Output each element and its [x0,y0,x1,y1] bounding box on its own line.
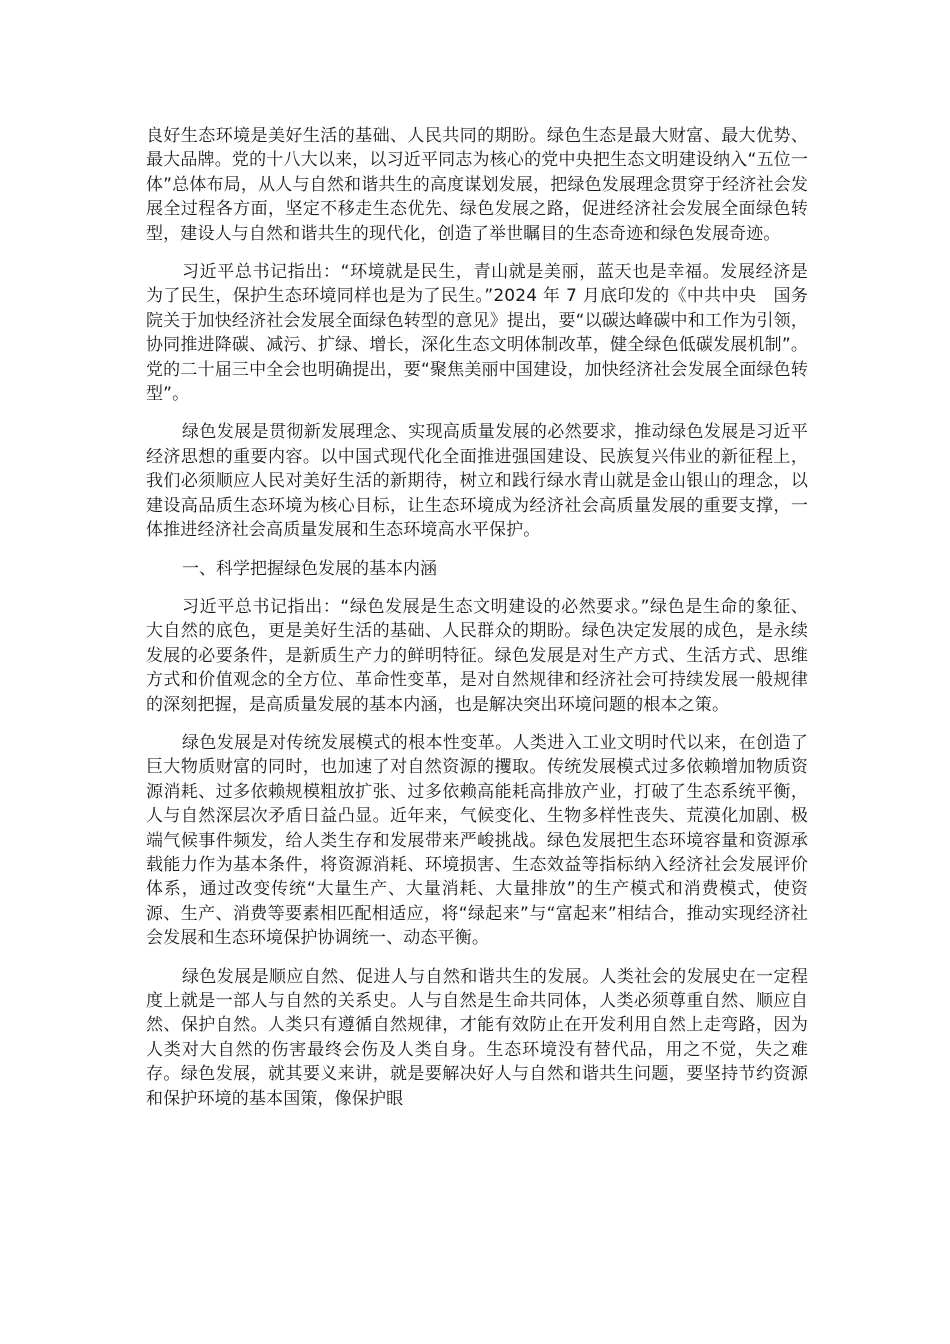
section-paragraph-1: 习近平总书记指出：“绿色发展是生态文明建设的必然要求。”绿色是生命的象征、大自然的底色，更是美好生活的基础、人民群众的期盼。绿色决定发展的成色，是永续发展的必要条件，是新质生产力的鲜明特征。绿色发展是对生产方式、生活方式、思维方式和价值观念的全方位、革命性变革，是对自然规律和经济社会可持续发展一般规律的深刻把握，是高质量发展的基本内涵，也是解决突出环境问题的根本之策。 [146,596,808,715]
intro-paragraph-3: 绿色发展是贯彻新发展理念、实现高质量发展的必然要求，推动绿色发展是习近平经济思想的重要内容。以中国式现代化全面推进强国建设、民族复兴伟业的新征程上，我们必须顺应人民对美好生活的新期待，树立和践行绿水青山就是金山银山的理念，以建设高品质生态环境为核心目标，让生态环境成为经济社会高质量发展的重要支撑，一体推进经济社会高质量发展和生态环境高水平保护。 [146,422,808,541]
section-paragraph-3: 绿色发展是顺应自然、促进人与自然和谐共生的发展。人类社会的发展史在一定程度上就是一部人与自然的关系史。人与自然是生命共同体，人类必须尊重自然、顺应自然、保护自然。人类只有遵循自然规律，才能有效防止在开发利用自然上走弯路，因为人类对大自然的伤害最终会伤及人类自身。生态环境没有替代品，用之不觉，失之难存。绿色发展，就其要义来讲，就是要解决好人与自然和谐共生问题，要坚持节约资源和保护环境的基本国策，像保护眼 [146,966,808,1109]
section-paragraph-2: 绿色发展是对传统发展模式的根本性变革。人类进入工业文明时代以来，在创造了巨大物质财富的同时，也加速了对自然资源的攫取。传统发展模式过多依赖增加物质资源消耗、过多依赖规模粗放扩张、过多依赖高能耗高排放产业，打破了生态系统平衡，人与自然深层次矛盾日益凸显。近年来，气候变化、生物多样性丧失、荒漠化加剧、极端气候事件频发，给人类生存和发展带来严峻挑战。绿色发展把生态环境容量和资源承载能力作为基本条件，将资源消耗、环境损害、生态效益等指标纳入经济社会发展评价体系，通过改变传统“大量生产、大量消耗、大量排放”的生产模式和消费模式，使资源、生产、消费等要素相匹配相适应，将“绿起来”与“富起来”相结合，推动实现经济社会发展和生态环境保护协调统一、动态平衡。 [146,732,808,949]
intro-paragraph-1: 良好生态环境是美好生活的基础、人民共同的期盼。绿色生态是最大财富、最大优势、最大品牌。党的十八大以来，以习近平同志为核心的党中央把生态文明建设纳入“五位一体”总体布局，从人与自然和谐共生的高度谋划发展，把绿色发展理念贯穿于经济社会发展全过程各方面，坚定不移走生态优先、绿色发展之路，促进经济社会发展全面绿色转型，建设人与自然和谐共生的现代化，创造了举世瞩目的生态奇迹和绿色发展奇迹。 [146,126,808,244]
document-page [146,124,808,1125]
section-heading: 一、科学把握绿色发展的基本内涵 [182,558,437,579]
intro-paragraph-2: 习近平总书记指出：“环境就是民生，青山就是美丽，蓝天也是幸福。发展经济是为了民生，保护生态环境同样也是为了民生。”2024 年 7 月底印发的《中共中央 国务院关于加快经济社会发展全面绿色转型的意见》提出，要“以碳达峰碳中和工作为引领，协同推进降碳、减污、扩绿、增长，深化生态文明体制改革，健全绿色低碳发展机制”。党的二十届三中全会也明确提出，要“聚焦美丽中国建设，加快经济社会发展全面绿色转型”。 [146,262,808,405]
